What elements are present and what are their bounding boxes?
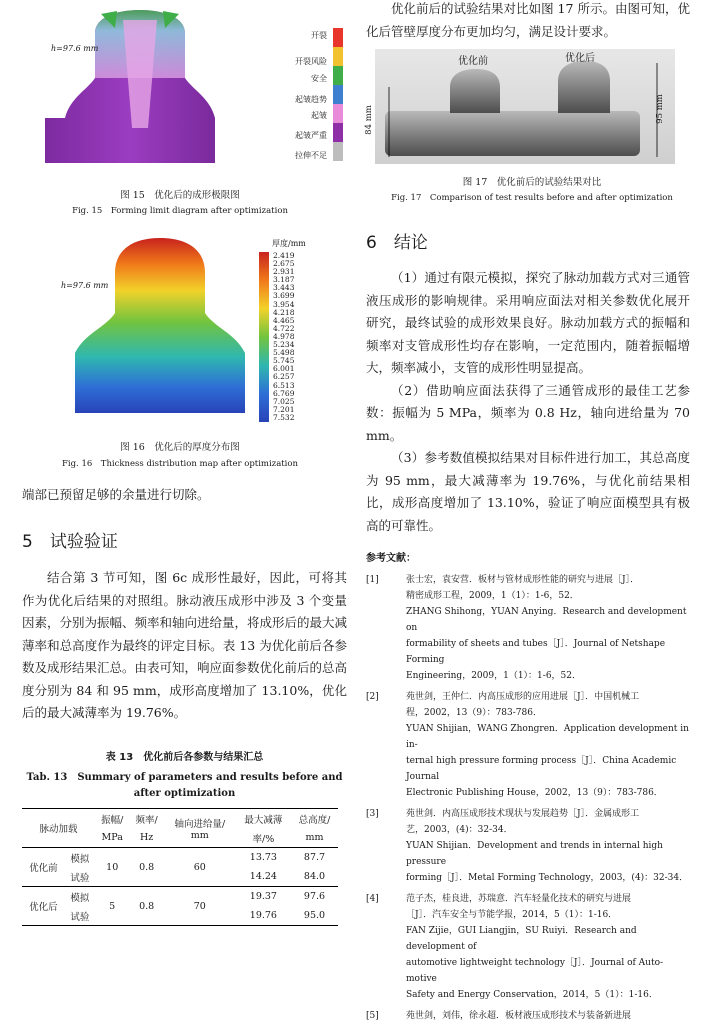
reference-number: [2] xyxy=(366,692,379,702)
reference-line: Safety and Energy Conservation，2014，5（1）：1-16． xyxy=(406,990,658,1000)
thickness-value: 3.443 xyxy=(273,283,295,293)
section-6-body xyxy=(366,267,690,537)
fig16-caption-cn: 图 16 优化后的厚度分布图 xyxy=(120,442,240,453)
row-type-sim: 模拟 xyxy=(70,892,90,904)
legend-label-safe: 安全 xyxy=(311,74,327,83)
reference-line: 苑世剑，刘伟，徐永超．板材液压成形技术与装备新进展 xyxy=(406,1011,632,1021)
reference-line: 精密成形工程，2009，1（1）：1-6，52． xyxy=(406,591,579,601)
cell-axial-feed: 70 xyxy=(193,900,206,912)
legend-swatch-insufficient-stretch xyxy=(333,142,343,161)
reference-line: 程，2002，13（9）：783-786． xyxy=(406,708,542,718)
reference-line: forming［J］．Metal Forming Technology，2003，(4)：32-34． xyxy=(406,873,689,883)
row-group-after: 优化后 xyxy=(29,902,58,913)
conclusion-3: （3）参考数值模拟结果对目标件进行加工，其总高度为 95 mm，最大减薄率为 19.76%，与优化前结果相比，成形高度增加了 13.10%，验证了响应面模型具有极高的可靠性。 xyxy=(366,450,690,533)
reference-line: 苑世剑．内高压成形技术现状与发展趋势［J］．金属成形工 xyxy=(406,809,640,819)
cell-thinning: 14.24 xyxy=(249,871,277,882)
header-axial-feed-line2: mm xyxy=(190,829,209,841)
header-amplitude-unit: MPa xyxy=(101,832,123,843)
thickness-value: 7.532 xyxy=(273,412,295,422)
legend-label-crack-risk: 开裂风险 xyxy=(295,57,327,66)
reference-line: ［J］．汽车安全与节能学报，2014，5（1）：1-16． xyxy=(406,910,618,920)
reference-line: ternal high pressure forming process［J］．China Academic Journal xyxy=(406,756,677,782)
reference-number: [3] xyxy=(366,809,379,819)
cell-height: 95.0 xyxy=(303,910,326,921)
thickness-value: 6.001 xyxy=(273,364,295,374)
thickness-value: 5.234 xyxy=(273,340,295,350)
legend-swatch-wrinkle xyxy=(333,104,343,123)
test-result-photo xyxy=(375,49,675,164)
header-max-thinning: 最大减薄 xyxy=(244,814,283,826)
thickness-value: 2.931 xyxy=(273,267,295,277)
fig16-caption-en: Fig. 16 Thickness distribution map after optimization xyxy=(62,459,298,469)
thickness-value: 4.978 xyxy=(273,331,295,341)
reference-item xyxy=(366,572,690,684)
legend-label-wrinkle: 起皱 xyxy=(311,111,327,120)
figure-15 xyxy=(15,8,345,183)
cell-height: 97.6 xyxy=(303,891,326,902)
thickness-legend-values xyxy=(273,252,323,422)
thickness-value: 6.257 xyxy=(273,372,295,382)
reference-line: Electronic Publishing House，2002，13（9）：783-786． xyxy=(406,788,663,798)
label-after: 优化后 xyxy=(565,53,595,64)
legend-label-wrinkle-trend: 起皱趋势 xyxy=(295,95,327,104)
reference-line: 范子杰，桂良进，苏瑞意．汽车轻量化技术的研究与进展 xyxy=(406,894,632,904)
references-list xyxy=(366,572,690,1024)
header-amplitude: 振幅/ xyxy=(101,814,124,826)
header-pulse-loading: 脉动加载 xyxy=(39,824,78,835)
cell-height: 87.7 xyxy=(303,852,326,863)
reference-line: 苑世剑，王仲仁．内高压成形的应用进展［J］．中国机械工 xyxy=(406,692,640,702)
section-5-paragraph: 结合第 3 节可知，图 6c 成形性最好，因此，可将其作为优化后结果的对照组。脉动液压成形中涉及 3 个变量因素，分别为振幅、频率和轴向进给量，将成形后的最大减薄率和总高度作为最终的评定目标。表 13 为优化前后各参数及成形结果汇总。由表可知，响应面参数优化前后的总高度分别为 84 和 95 mm，成形高度增加了 13.10%，优化后的最大减薄率为 19.76%。 xyxy=(22,570,348,720)
cell-thinning: 13.73 xyxy=(249,852,277,863)
legend-label-crack: 开裂 xyxy=(311,31,327,40)
thickness-value: 6.513 xyxy=(273,380,295,390)
cell-amplitude: 10 xyxy=(106,861,119,873)
header-max-thinning-unit: 率/% xyxy=(252,833,275,845)
header-total-height: 总高度/ xyxy=(298,814,331,826)
left-continuation-text: 端部已预留足够的余量进行切除。 xyxy=(22,487,210,502)
thickness-value: 4.722 xyxy=(273,323,295,333)
reference-line: formability of sheets and tubes［J］．Journal of Netshape Forming xyxy=(406,639,666,665)
header-axial-feed-line1: 轴向进给量/ xyxy=(174,818,226,830)
right-top-paragraph: 优化前后的试验结果对比如图 17 所示。由图可知，优化后管壁厚度分布更加均匀，满足设计要求。 xyxy=(366,1,690,39)
figure-16 xyxy=(15,233,345,433)
references-title: 参考文献： xyxy=(366,553,416,564)
thickness-value: 2.419 xyxy=(273,251,295,260)
thickness-value: 7.025 xyxy=(273,396,295,406)
fig15-caption-en: Fig. 15 Forming limit diagram after optimization xyxy=(72,206,288,216)
fig16-height-label: h=97.6 mm xyxy=(61,281,109,290)
thickness-value: 3.699 xyxy=(273,291,295,301)
reference-line: Engineering，2009，1（1）：1-6，52． xyxy=(406,671,581,681)
row-type-test: 试验 xyxy=(70,872,90,884)
header-axial-feed xyxy=(164,809,236,848)
thickness-value: 4.465 xyxy=(273,315,295,325)
cell-thinning: 19.37 xyxy=(249,891,277,902)
reference-line: YUAN Shijian，WANG Zhongren．Application development in in- xyxy=(406,724,689,750)
table-13-title-en-1: Tab. 13 Summary of parameters and results before and xyxy=(26,772,343,783)
reference-number: [4] xyxy=(366,894,379,904)
reference-line: 艺，2003，(4)：32-34． xyxy=(406,825,513,835)
cell-amplitude: 5 xyxy=(109,900,116,912)
fig17-caption-cn: 图 17 优化前后的试验结果对比 xyxy=(462,177,602,188)
thickness-value: 6.769 xyxy=(273,388,295,398)
fig17-caption-en: Fig. 17 Comparison of test results before and after optimization xyxy=(391,193,673,203)
reference-line: YUAN Shijian．Development and trends in internal high pressure xyxy=(406,841,663,867)
conclusion-1: （1）通过有限元模拟，探究了脉动加载方式对三通管液压成形的影响规律。采用响应面法对相关参数优化展开研究，最终试验的成形效果良好。脉动加载方式的振幅和频率对支管成形性均存在影响，一定范围内，随着振幅增大，频率减小，支管的成形性明显提高。 xyxy=(366,270,690,375)
cell-thinning: 19.76 xyxy=(249,910,277,921)
header-frequency-unit: Hz xyxy=(139,832,154,843)
cell-frequency: 0.8 xyxy=(139,900,155,912)
row-type-sim: 模拟 xyxy=(70,853,90,865)
thickness-legend-title: 厚度/mm xyxy=(272,239,306,248)
reference-item xyxy=(366,806,690,886)
thickness-colorbar xyxy=(259,252,269,422)
header-frequency: 频率/ xyxy=(135,814,158,826)
conclusion-2: （2）借助响应面法获得了三通管成形的最佳工艺参数：振幅为 5 MPa，频率为 0.8 Hz，轴向进给量为 70 mm。 xyxy=(366,382,690,443)
reference-line: FAN Zijie，GUI Liangjin，SU Ruiyi．Research and development of xyxy=(406,926,637,952)
summary-table xyxy=(22,808,338,926)
reference-number: [5] xyxy=(366,1011,379,1021)
dim-after: 95 mm xyxy=(654,94,665,124)
legend-label-insufficient-stretch: 拉伸不足 xyxy=(295,151,327,160)
legend-label-severe-wrinkle: 起皱严重 xyxy=(295,131,327,140)
legend-swatch-safe xyxy=(333,66,343,85)
right-top-text xyxy=(366,0,690,43)
cell-height: 84.0 xyxy=(303,871,326,882)
fig15-caption-cn: 图 15 优化后的成形极限图 xyxy=(120,190,240,201)
dim-before: 84 mm xyxy=(363,105,374,135)
reference-item xyxy=(366,1008,690,1024)
thickness-value: 5.498 xyxy=(273,348,295,358)
section-6-heading: 6 结论 xyxy=(366,233,428,253)
table-13 xyxy=(22,808,338,926)
fig15-height-label: h=97.6 mm xyxy=(51,44,99,53)
thickness-value: 3.187 xyxy=(273,275,295,285)
thickness-value: 4.218 xyxy=(273,307,295,317)
reference-number: [1] xyxy=(366,575,379,585)
legend-swatch-crack-risk xyxy=(333,47,343,66)
reference-line: ZHANG Shihong，YUAN Anying．Research and development on xyxy=(406,607,687,633)
row-group-before: 优化前 xyxy=(29,863,58,874)
legend-swatch-severe-wrinkle xyxy=(333,123,343,142)
section-5-body xyxy=(22,567,347,725)
figure-17 xyxy=(363,49,675,164)
legend-swatch-crack xyxy=(333,28,343,47)
table-13-title-cn: 表 13 优化前后各参数与结果汇总 xyxy=(105,752,264,763)
reference-item xyxy=(366,891,690,1003)
fig15-legend xyxy=(261,26,345,166)
reference-line: automotive lightweight technology［J］．Journal of Auto-motive xyxy=(406,958,664,984)
table-13-title-en-2: after optimization xyxy=(133,788,236,799)
reference-line: 张士宏，袁安营．板材与管材成形性能的研究与进展［J］． xyxy=(406,575,640,585)
reference-item xyxy=(366,689,690,801)
legend-swatch-wrinkle-trend xyxy=(333,85,343,104)
section-5-heading: 5 试验验证 xyxy=(22,532,118,552)
thickness-value: 2.675 xyxy=(273,259,295,269)
label-before: 优化前 xyxy=(458,56,488,67)
cell-frequency: 0.8 xyxy=(139,861,155,873)
thickness-value: 3.954 xyxy=(273,299,295,309)
cell-axial-feed: 60 xyxy=(193,861,206,873)
header-total-height-unit: mm xyxy=(305,832,324,843)
thickness-value: 7.201 xyxy=(273,404,295,414)
thickness-value: 5.745 xyxy=(273,356,295,366)
row-type-test: 试验 xyxy=(70,911,90,923)
